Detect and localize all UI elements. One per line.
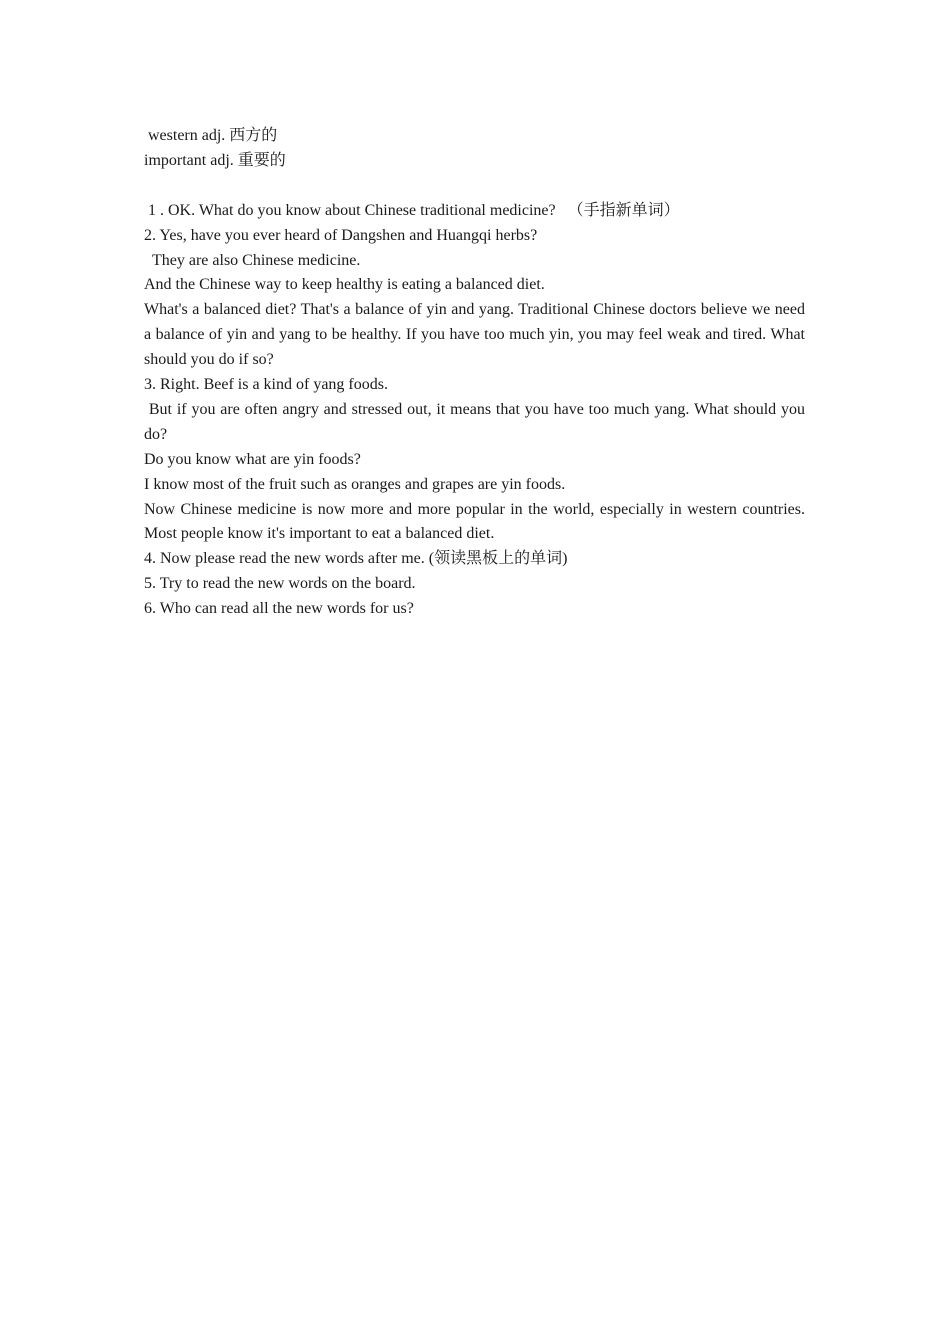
script-line-2: 2. Yes, have you ever heard of Dangshen and Huangqi herbs?	[144, 226, 538, 244]
script-line-13: 6. Who can read all the new words for us?	[144, 600, 414, 618]
script-line-1: 1 . OK. What do you know about Chinese traditional medicine? （手指新单词）	[144, 201, 680, 219]
script-line-9: I know most of the fruit such as oranges and grapes are yin foods.	[144, 475, 566, 493]
script-line-12: 5. Try to read the new words on the board.	[144, 575, 416, 593]
script-paragraph-too-much-yang: But if you are often angry and stressed out, it means that you have too much yang. What should you do?	[144, 400, 810, 443]
script-line-4: And the Chinese way to keep healthy is eating a balanced diet.	[144, 276, 545, 294]
script-paragraph-popular: Now Chinese medicine is now more and more popular in the world, especially in western countries. Most people know it's important to eat a balanced diet.	[144, 500, 809, 543]
vocab-important: important adj. 重要的	[144, 151, 286, 169]
blank-line	[144, 174, 805, 199]
document-page	[144, 124, 810, 622]
script-line-8: Do you know what are yin foods?	[144, 450, 361, 468]
script-paragraph-balanced-diet: What's a balanced diet? That's a balance of yin and yang. Traditional Chinese doctors believe we need a balance of yin and yang to be healthy. If you have too much yin, you may feel weak and tired. What should you do if so?	[144, 301, 809, 369]
script-line-11: 4. Now please read the new words after me. (领读黑板上的单词)	[144, 550, 568, 568]
script-line-3: They are also Chinese medicine.	[144, 251, 361, 269]
vocab-western: western adj. 西方的	[144, 127, 278, 144]
script-line-6: 3. Right. Beef is a kind of yang foods.	[144, 376, 388, 394]
